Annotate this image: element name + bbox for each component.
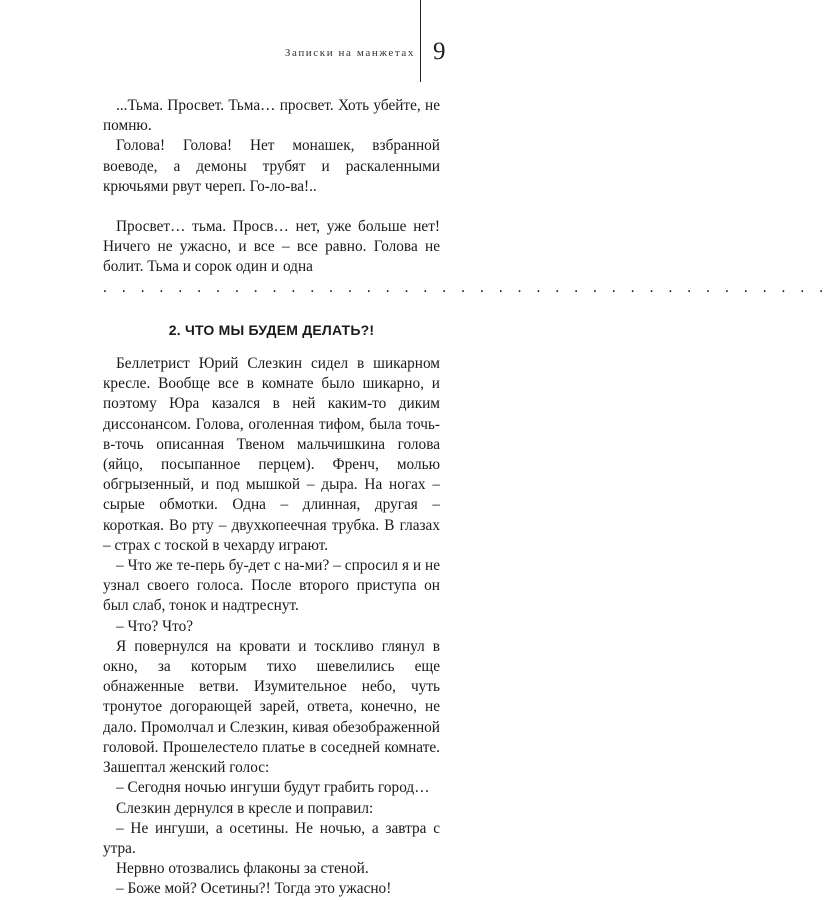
chapter-paragraph: – Сегодня ночью ингуши будут грабить город… bbox=[116, 779, 430, 797]
running-title: Записки на манжетах bbox=[284, 47, 415, 59]
chapter-paragraph: – Что же те-перь бу-дет с на-ми? – спросил я и не узнал своего голоса. После второго приступа он был слаб, тонок и надтреснут. bbox=[103, 557, 440, 615]
chapter-paragraph: Беллетрист Юрий Слезкин сидел в шикарном кресле. Вообще все в комнате было шикарно, и поэтому Юра казался в ней каким-то диким диссонансом. Голова, оголенная тифом, была точь-в-точь описанная Твеном мальчишкина голова (яйцо, посыпанное перцем). Френч, молью обгрызенный, и под мышкой – дыра. На ногах – сырые обмотки. Одна – длинная, другая – короткая. Во рту – двухкопеечная трубка. В глазах – страх с тоской в чехарду играют. bbox=[103, 355, 440, 554]
header-rule bbox=[420, 0, 421, 82]
chapter-paragraph: Слезкин дернулся в кресле и поправил: bbox=[116, 799, 374, 817]
intro-paragraph-3: Просвет… тьма. Просв… нет, уже больше нет! Ничего не ужасно, и все – все равно. Голова не болит. Тьма и сорок один и одна bbox=[103, 218, 440, 276]
chapter-paragraph: – Боже мой? Осетины?! Тогда это ужасно! bbox=[116, 880, 392, 898]
chapter-paragraph: – Не ингуши, а осетины. Не ночью, а завтра с утра. bbox=[103, 819, 440, 857]
intro-paragraph-2: Голова! Голова! Нет монашек, взбранной воеводе, а демоны трубят и раскаленными крючьями рвут череп. Го-ло-ва!.. bbox=[103, 137, 440, 195]
page-body bbox=[103, 96, 829, 900]
chapter-paragraph: – Что? Что? bbox=[116, 617, 194, 635]
ellipsis-dots: . . . . . . . . . . . . . . . . . . . . . . . . . . . . . . . . . . . . . . . bbox=[103, 278, 829, 296]
chapter-paragraph: Нервно отозвались флаконы за стеной. bbox=[116, 860, 369, 878]
chapter-paragraph: Я повернулся на кровати и тоскливо глянул в окно, за которым тихо шевелились еще обнаженные ветви. Изумительное небо, чуть тронутое догорающей зарей, ответа, конечно, не дало. Промолчал и Слезкин, кивая обезображенной головой. Прошелестело платье в соседней комнате. Зашептал женский голос: bbox=[103, 637, 440, 777]
page-number: 9 bbox=[433, 38, 446, 65]
intro-paragraph-1: ...Тьма. Просвет. Тьма… просвет. Хоть убейте, не помню. bbox=[103, 97, 440, 135]
chapter-title: 2. ЧТО МЫ БУДЕМ ДЕЛАТЬ?! bbox=[168, 321, 375, 338]
